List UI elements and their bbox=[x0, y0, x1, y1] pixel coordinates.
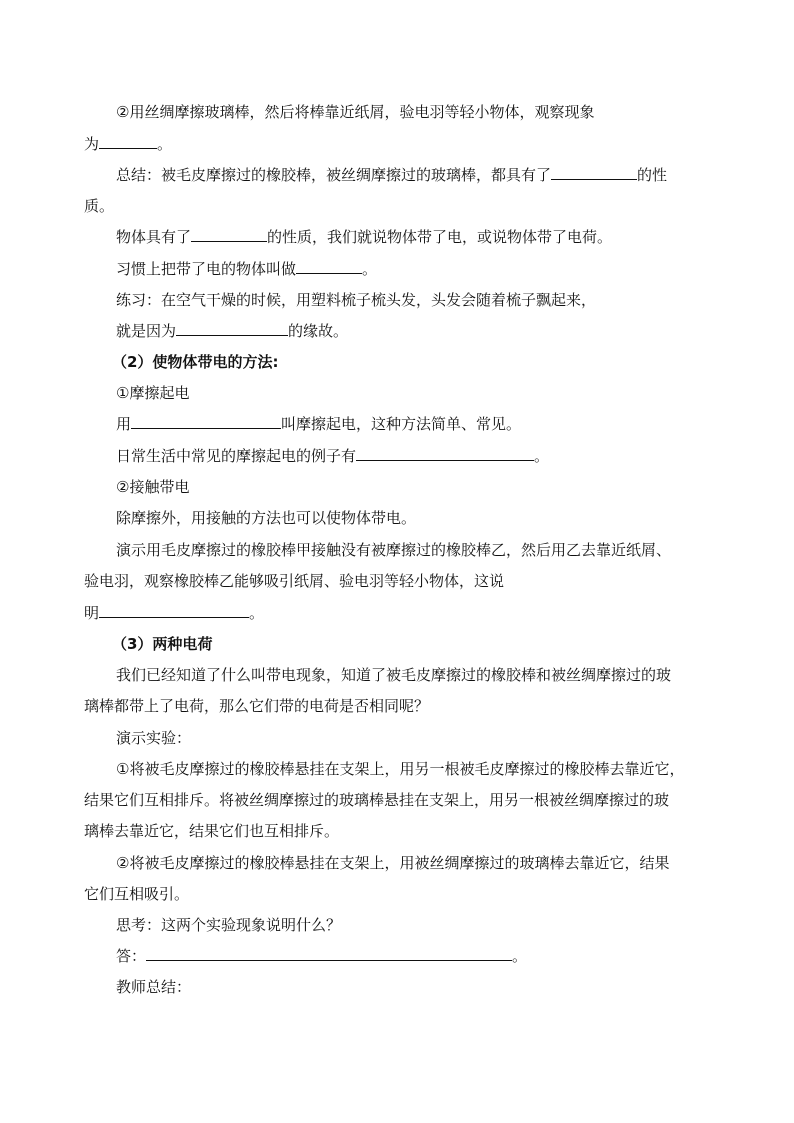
text-line: 演示实验： bbox=[116, 729, 192, 747]
text-line: 答： 。 bbox=[116, 947, 528, 965]
text-line: ①摩擦起电 bbox=[116, 384, 190, 402]
text-line: 璃棒都带上了电荷，那么它们带的电荷是否相同呢？ bbox=[84, 697, 430, 715]
answer-blank bbox=[176, 321, 288, 336]
text-line: 总结：被毛皮摩擦过的橡胶棒，被丝绸摩擦过的玻璃棒，都具有了 的性 bbox=[116, 166, 668, 184]
text-line: ②将被毛皮摩擦过的橡胶棒悬挂在支架上，用被丝绸摩擦过的玻璃棒去靠近它，结果 bbox=[116, 854, 670, 872]
text-line: 思考：这两个实验现象说明什么？ bbox=[116, 916, 342, 934]
text-line: 除摩擦外，用接触的方法也可以使物体带电。 bbox=[116, 509, 417, 527]
text-line: 我们已经知道了什么叫带电现象，知道了被毛皮摩擦过的橡胶棒和被丝绸摩擦过的玻 bbox=[116, 666, 672, 684]
text-line: 物体具有了 的性质，我们就说物体带了电，或说物体带了电荷。 bbox=[116, 228, 613, 246]
text-line: 它们互相吸引。 bbox=[84, 885, 190, 903]
answer-blank bbox=[99, 603, 249, 618]
text-line: ②用丝绸摩擦玻璃棒，然后将棒靠近纸屑，验电羽等轻小物体，观察现象 bbox=[116, 103, 595, 121]
text-line: 为 。 bbox=[84, 135, 173, 153]
answer-blank bbox=[99, 134, 157, 149]
text-line: ①将被毛皮摩擦过的橡胶棒悬挂在支架上，用另一根被毛皮摩擦过的橡胶棒去靠近它， bbox=[116, 760, 685, 778]
section-heading: （2）使物体带电的方法: bbox=[112, 353, 279, 371]
answer-blank bbox=[551, 165, 637, 180]
text-line: 习惯上把带了电的物体叫做 。 bbox=[116, 260, 378, 278]
answer-blank bbox=[356, 446, 534, 461]
section-heading: （3）两种电荷 bbox=[112, 635, 213, 653]
text-line: 日常生活中常见的摩擦起电的例子有 。 bbox=[116, 447, 550, 465]
text-line: 用 叫摩擦起电，这种方法简单、常见。 bbox=[116, 415, 522, 433]
answer-blank bbox=[296, 259, 362, 274]
text-line: 练习：在空气干燥的时候，用塑料梳子梳头发，头发会随着梳子飘起来， bbox=[116, 291, 597, 309]
text-line: 璃棒去靠近它，结果它们也互相排斥。 bbox=[84, 822, 340, 840]
answer-blank bbox=[146, 946, 512, 961]
text-line: 演示用毛皮摩擦过的橡胶棒甲接触没有被摩擦过的橡胶棒乙，然后用乙去靠近纸屑、 bbox=[116, 541, 672, 559]
text-line: ②接触带电 bbox=[116, 478, 190, 496]
answer-blank bbox=[131, 414, 281, 429]
text-line: 结果它们互相排斥。将被丝绸摩擦过的玻璃棒悬挂在支架上，用另一根被丝绸摩擦过的玻 bbox=[84, 791, 670, 809]
text-line: 教师总结： bbox=[116, 978, 192, 996]
text-line: 质。 bbox=[84, 197, 115, 215]
answer-blank bbox=[191, 227, 267, 242]
text-line: 就是因为 的缘故。 bbox=[116, 322, 349, 340]
text-line: 明 。 bbox=[84, 604, 265, 622]
text-line: 验电羽，观察橡胶棒乙能够吸引纸屑、验电羽等轻小物体，这说 bbox=[84, 572, 505, 590]
